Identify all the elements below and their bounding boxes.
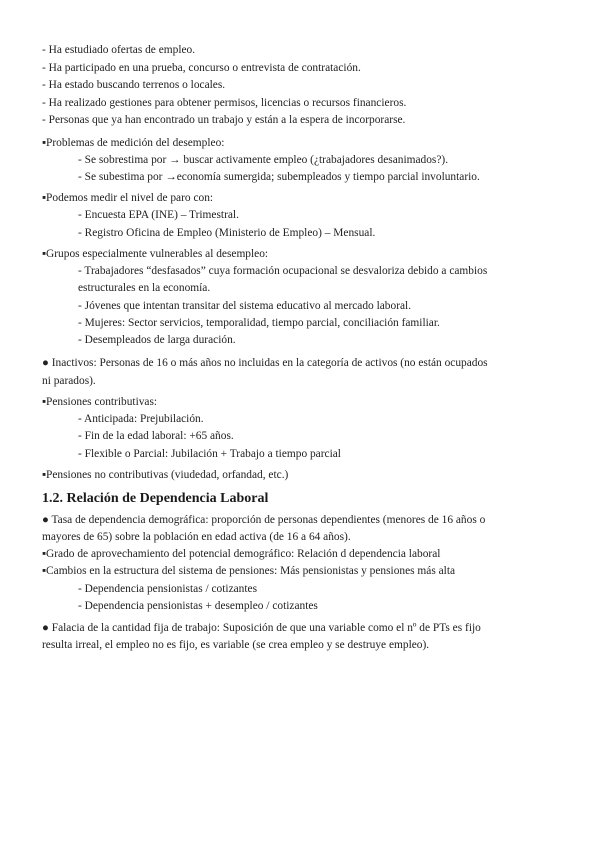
- sub-item: - Registro Oficina de Empleo (Ministerio de Empleo) – Mensual.: [78, 227, 376, 239]
- sub-item: - Encuesta EPA (INE) – Trimestral.: [78, 209, 239, 221]
- sub-item: - Fin de la edad laboral: +65 años.: [78, 430, 234, 442]
- text-line: - Personas que ya han encontrado un trabajo y están a la espera de incorporarse.: [42, 114, 406, 126]
- sub-item: - Flexible o Parcial: Jubilación + Trabajo a tiempo parcial: [78, 448, 341, 460]
- text-line: - Ha realizado gestiones para obtener permisos, licencias o recursos financieros.: [42, 97, 407, 109]
- sub-item: - Dependencia pensionistas / cotizantes: [78, 583, 258, 595]
- sub-item: - Se sobrestima por → buscar activamente empleo (¿trabajadores desanimados?).: [78, 154, 449, 166]
- sub-item: - Dependencia pensionistas + desempleo / cotizantes: [78, 600, 318, 612]
- text-line: - Ha participado en una prueba, concurso o entrevista de contratación.: [42, 62, 361, 74]
- bullet-heading: ▪Pensiones contributivas:: [42, 396, 158, 408]
- paragraph-line: mayores de 65) sobre la población en edad activa (de 16 a 64 años).: [42, 531, 351, 543]
- bullet-heading: ▪Grado de aprovechamiento del potencial demográfico: Relación d dependencia laboral: [42, 548, 441, 560]
- text-line: - Ha estudiado ofertas de empleo.: [42, 44, 196, 56]
- section-heading: 1.2. Relación de Dependencia Laboral: [42, 491, 269, 506]
- bullet-heading: ▪Cambios en la estructura del sistema de pensiones: Más pensionistas y pensiones más alta: [42, 565, 456, 577]
- paragraph-line: ● Inactivos: Personas de 16 o más años no incluidas en la categoría de activos (no están ocupados: [42, 357, 488, 369]
- bullet-heading: ▪Grupos especialmente vulnerables al desempleo:: [42, 248, 269, 260]
- paragraph-line: ● Falacia de la cantidad fija de trabajo: Suposición de que una variable como el nº de PTs es fijo: [42, 622, 481, 634]
- paragraph-line: ● Tasa de dependencia demográfica: proporción de personas dependientes (menores de 16 años o: [42, 514, 486, 526]
- paragraph-line: ni parados).: [42, 375, 96, 387]
- sub-item: - Anticipada: Prejubilación.: [78, 413, 204, 425]
- sub-item: - Trabajadores “desfasados” cuya formación ocupacional se desvaloriza debido a cambios: [78, 265, 488, 277]
- bullet-heading: ▪Podemos medir el nivel de paro con:: [42, 192, 214, 204]
- sub-item: - Jóvenes que intentan transitar del sistema educativo al mercado laboral.: [78, 300, 412, 312]
- paragraph-line: resulta irreal, el empleo no es fijo, es variable (se crea empleo y se destruye empleo).: [42, 639, 430, 651]
- bullet-heading: ▪Problemas de medición del desempleo:: [42, 137, 225, 149]
- sub-item: - Mujeres: Sector servicios, temporalidad, tiempo parcial, conciliación familiar.: [78, 317, 440, 329]
- bullet-heading: ▪Pensiones no contributivas (viudedad, orfandad, etc.): [42, 469, 289, 481]
- sub-item: - Desempleados de larga duración.: [78, 334, 236, 346]
- sub-item-continuation: estructurales en la economía.: [78, 282, 211, 294]
- text-line: - Ha estado buscando terrenos o locales.: [42, 79, 226, 91]
- sub-item: - Se subestima por →economía sumergida; subempleados y tiempo parcial involuntario.: [78, 171, 480, 183]
